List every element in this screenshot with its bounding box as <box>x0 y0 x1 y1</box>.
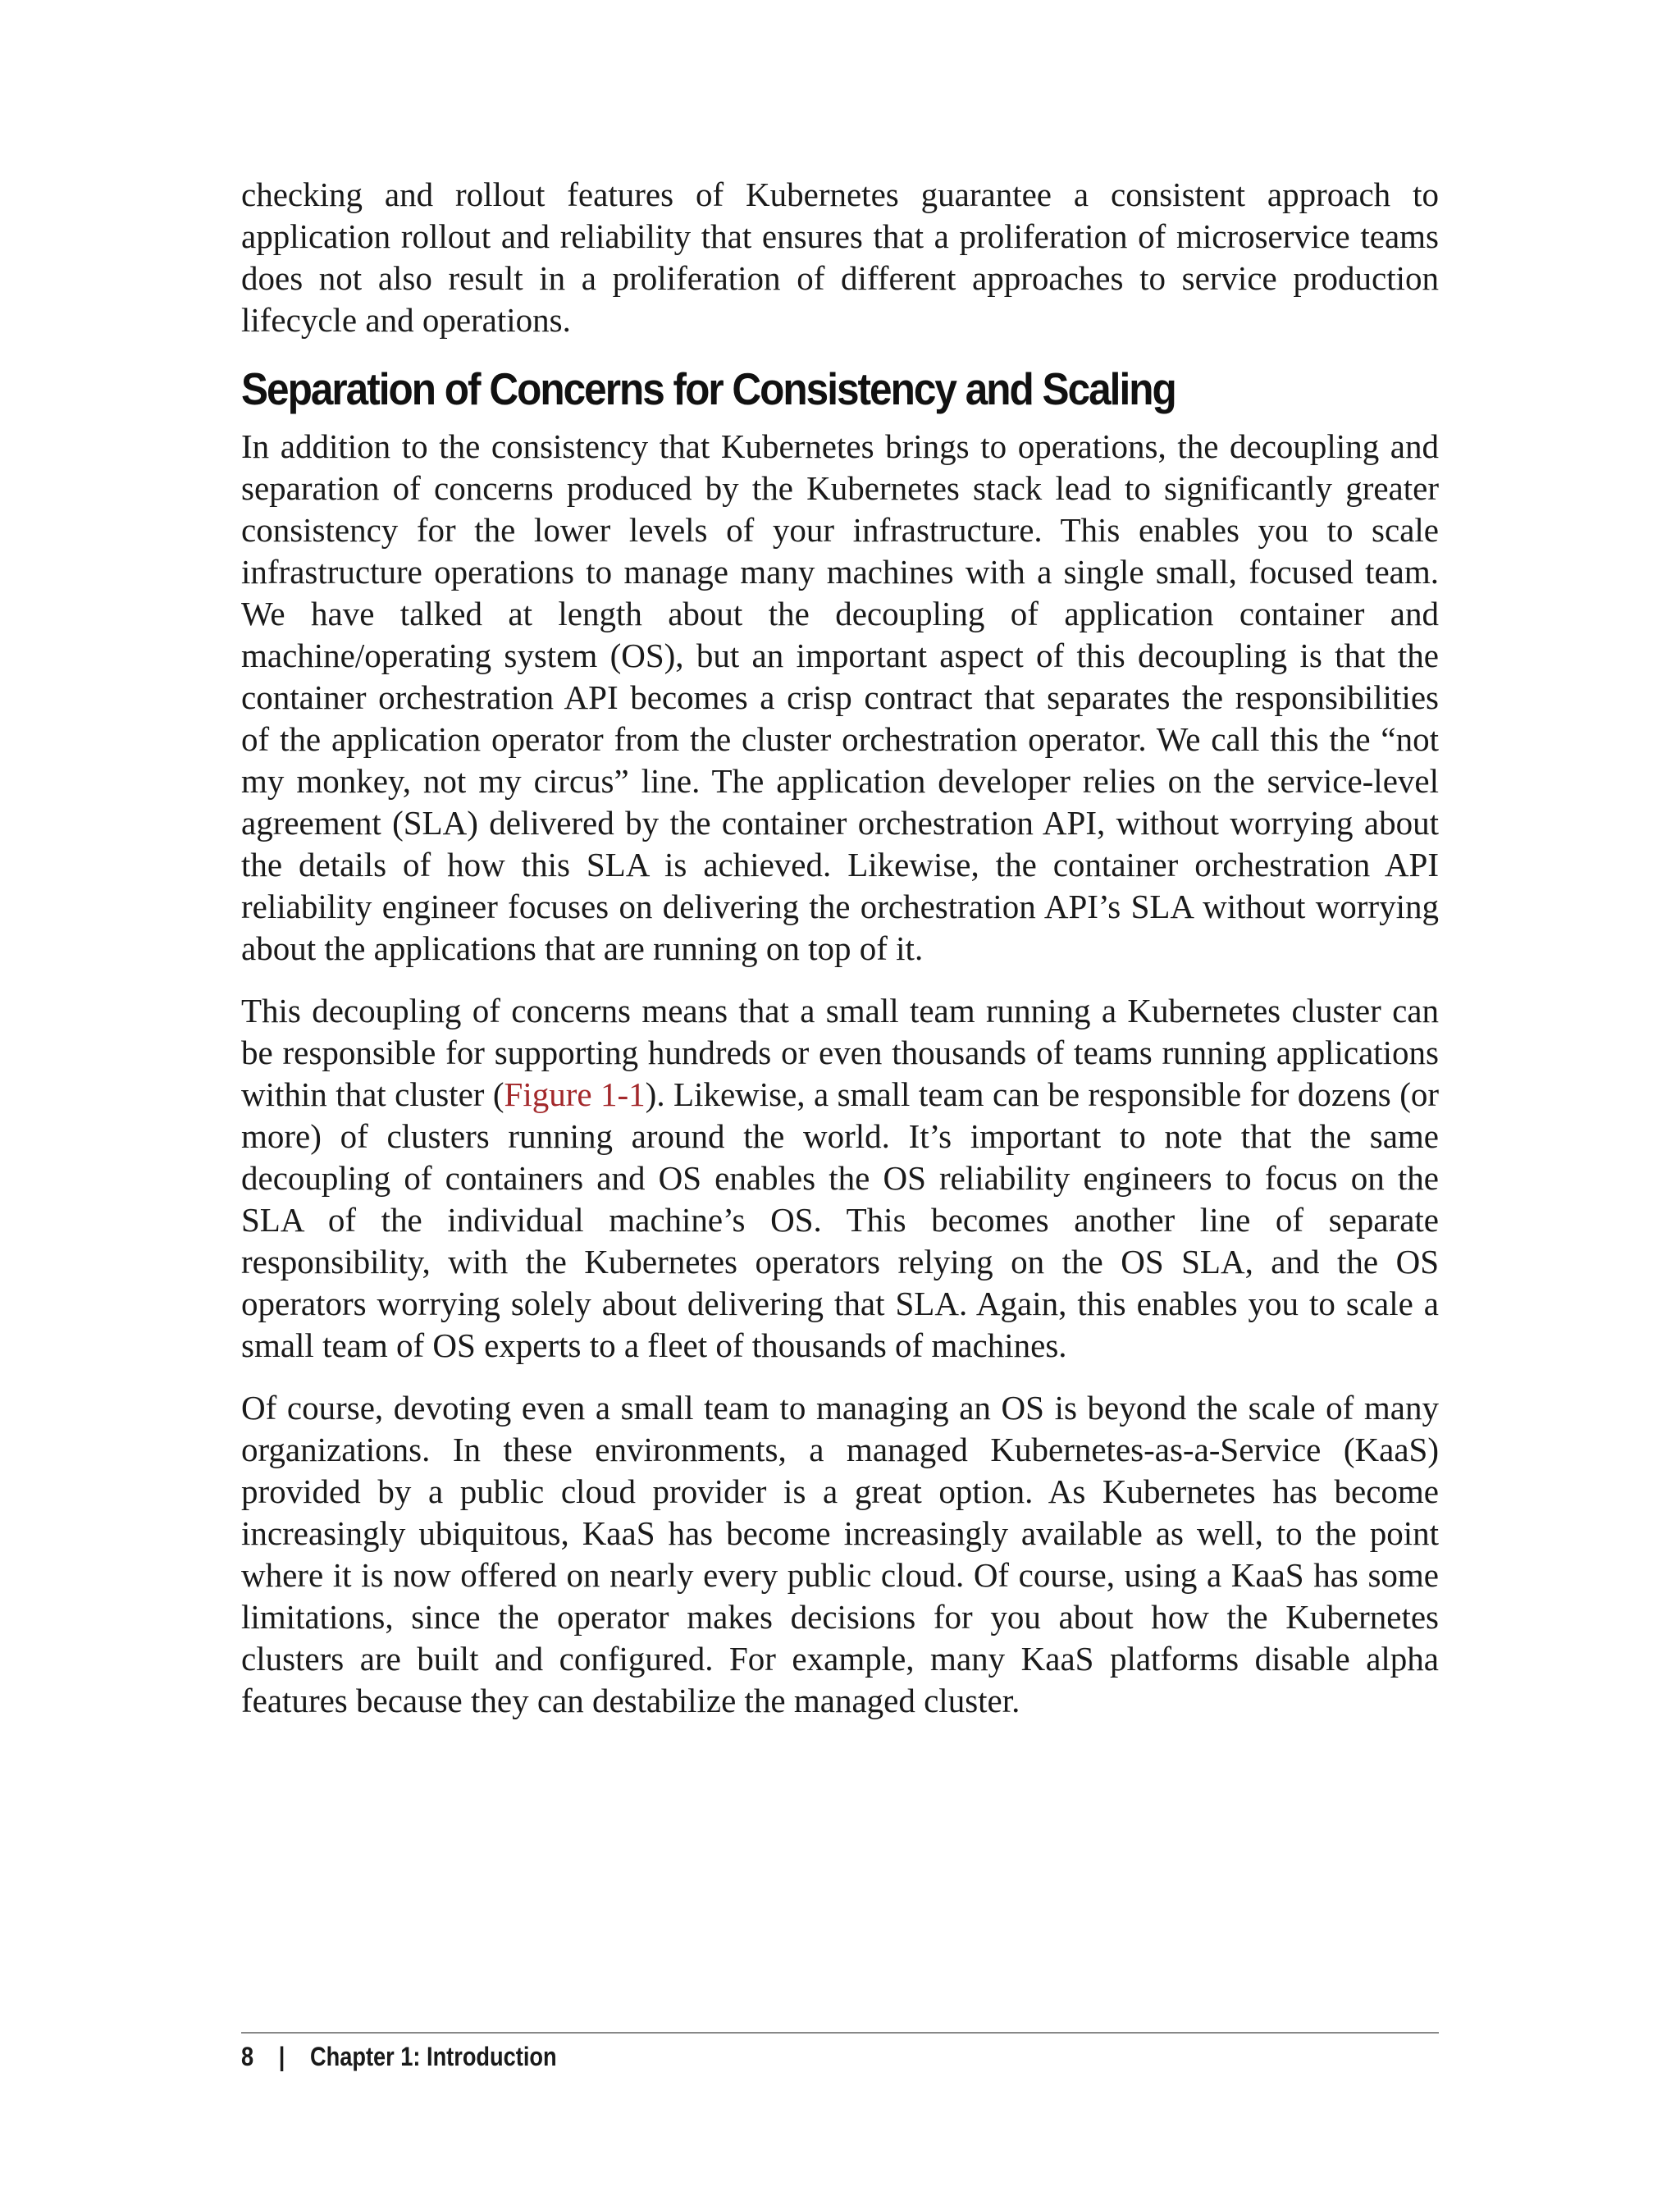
page-body <box>241 174 1439 1742</box>
footer-divider <box>241 2032 1439 2034</box>
paragraph-decoupling <box>241 990 1439 1367</box>
page-footer <box>241 2036 557 2077</box>
paragraph-consistency: In addition to the consistency that Kubernetes brings to operations, the decoupling and separation of concerns produced by the Kubernetes stack lead to significantly greater consistency for the lower levels of your infrastructure. This enables you to scale infrastructure operations to manage many machines with a single small, focused team. We have talked at length about the decoupling of application container and machine/operating system (OS), but an important aspect of this decoupling is that the container orchestration API becomes a crisp contract that separates the responsibilities of the application operator from the cluster orchestration operator. We call this the “not my monkey, not my circus” line. The application developer relies on the service-level agreement (SLA) delivered by the container orchestration API, without worrying about the details of how this SLA is achieved. Likewise, the container orchestration API reliability engineer focuses on delivering the orchestration API’s SLA without worrying about the applications that are running on top of it. <box>241 427 1439 967</box>
intro-paragraph: checking and rollout features of Kubernetes guarantee a consistent approach to application rollout and reliability that ensures that a proliferation of microservice teams does not also result in a proliferation of different approaches to service production lifecycle and operations. <box>241 176 1439 339</box>
paragraph-decoupling-text-start: This decoupling of concerns means that a small team running a Kubernetes cluster can be responsible for supporting hundreds or even thousands of teams running applications within that cluster ( <box>241 992 1439 1113</box>
figure-1-1-link[interactable]: Figure 1-1 <box>504 1075 646 1113</box>
paragraph-kaas: Of course, devoting even a small team to managing an OS is beyond the scale of many organizations. In these environments, a managed Kubernetes-as-a-Service (KaaS) provided by a public cloud provider is a great option. As Kubernetes has become increasingly ubiquitous, KaaS has become increasingly available as well, to the point where it is now offered on nearly every public cloud. Of course, using a KaaS has some limitations, since the operator makes decisions for you about how the Kubernetes clusters are built and configured. For example, many KaaS platforms disable alpha features because they can destabilize the managed cluster. <box>241 1389 1439 1719</box>
section-heading: Separation of Concerns for Consistency and Scaling <box>241 363 1176 414</box>
chapter-title: Chapter 1: Introduction <box>309 2042 557 2071</box>
page-number: 8 <box>241 2042 254 2071</box>
footer-separator: | <box>278 2042 285 2071</box>
paragraph-decoupling-text-end: ). Likewise, a small team can be responsible for dozens (or more) of clusters running around the world. It’s important to note that the same decoupling of containers and OS enables the OS reliability engineers to focus on the SLA of the individual machine’s OS. This becomes another line of separate responsibility, with the Kubernetes operators relying on the OS SLA, and the OS operators worrying solely about delivering that SLA. Again, this enables you to scale a small team of OS experts to a fleet of thousands of machines. <box>241 1075 1439 1364</box>
